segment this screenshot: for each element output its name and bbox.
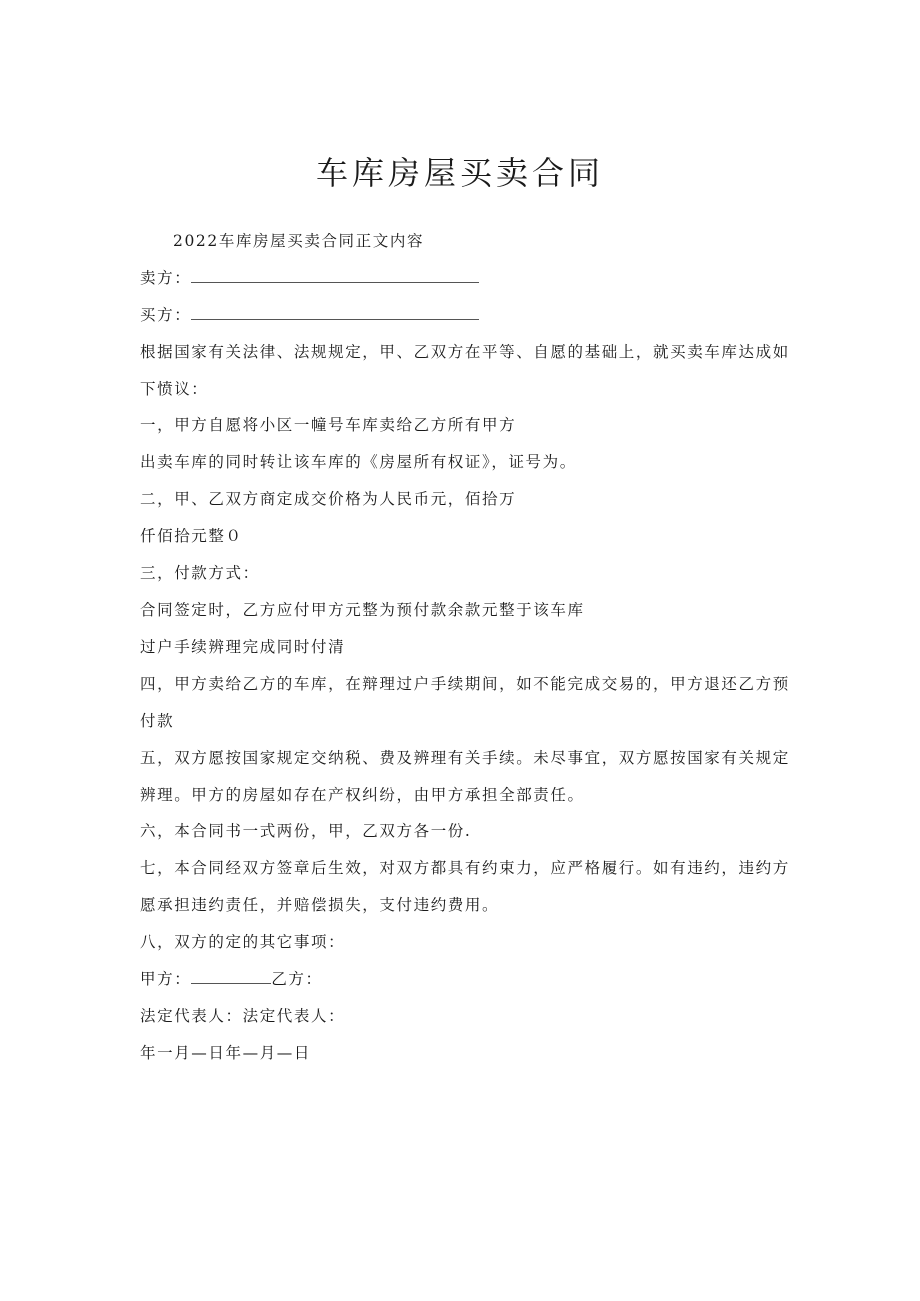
body-line: 一，甲方自愿将小区一幢号车库卖给乙方所有甲方 [140, 416, 517, 434]
body-line: 下愤议： [140, 380, 209, 398]
body-line: 付款 [140, 712, 175, 730]
buyer-blank [191, 305, 479, 320]
party-b-label: 乙方： [271, 970, 323, 988]
body-line: 七，本合同经双方签章后生效，对双方都具有约束力，应严格履行。如有违约，违约方 [140, 859, 790, 877]
party-a-blank [191, 969, 271, 984]
body-line: 二，甲、乙双方商定成交价格为人民币元，佰拾万 [140, 490, 517, 508]
body-line: 根据国家有关法律、法规规定，甲、乙双方在平等、自愿的基础上，就买卖车库达成如 [140, 343, 790, 361]
body-line: 五，双方愿按国家规定交纳税、费及辨理有关手续。未尽事宜，双方愿按国家有关规定 [140, 749, 790, 767]
seller-blank [191, 268, 479, 283]
body-line: 过户手续辨理完成同时付清 [140, 638, 346, 656]
date-line: 年一月—日年—月—日 [140, 1044, 312, 1062]
body-line: 六，本合同书一式两份，甲，乙双方各一份. [140, 822, 472, 840]
buyer-field [140, 305, 479, 325]
seller-field [140, 268, 479, 288]
body-line: 八，双方的定的其它事项： [140, 933, 346, 951]
document-title: 车库房屋买卖合同 [315, 154, 604, 192]
body-line: 出卖车库的同时转让该车库的《房屋所有权证》，证号为。 [140, 453, 577, 471]
party-a-label: 甲方： [140, 970, 192, 988]
body-line: 四，甲方卖给乙方的车库，在辩理过户手续期间，如不能完成交易的，甲方退还乙方预 [140, 675, 790, 693]
body-line: 愿承担违约责任，并赔偿损失，支付违约费用。 [140, 896, 500, 914]
representatives-line: 法定代表人：法定代表人： [140, 1007, 346, 1025]
buyer-label: 买方： [140, 306, 192, 324]
party-signature-line [140, 969, 323, 989]
body-line: 三，付款方式： [140, 564, 260, 582]
body-line: 仟佰拾元整０ [140, 527, 243, 545]
seller-label: 卖方： [140, 269, 192, 287]
body-line: 合同签定时，乙方应付甲方元整为预付款余款元整于该车库 [140, 601, 585, 619]
body-line: 辨理。甲方的房屋如存在产权纠纷，由甲方承担全部责任。 [140, 786, 585, 804]
document-subtitle: 2022车库房屋买卖合同正文内容 [173, 232, 425, 250]
